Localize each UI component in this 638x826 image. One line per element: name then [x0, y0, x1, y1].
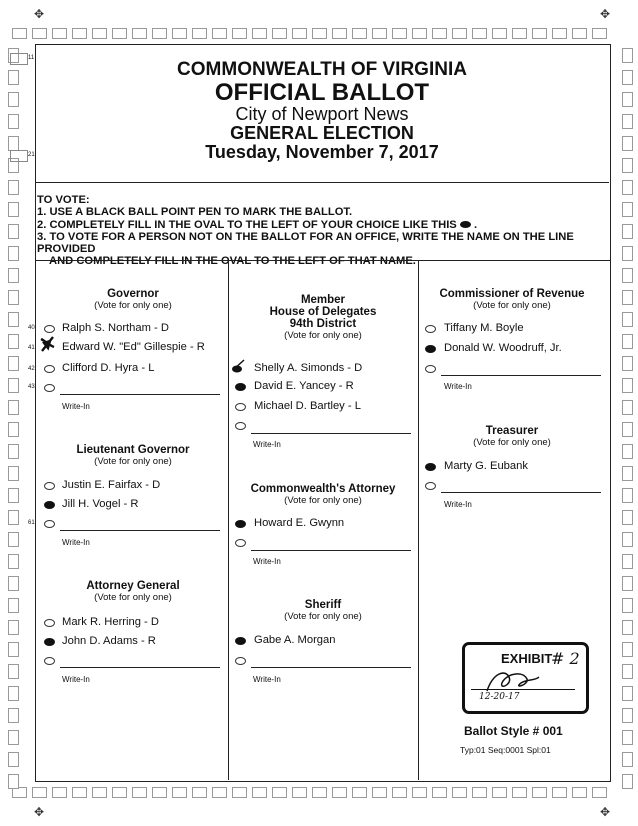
candidate-name: Mark R. Herring - D [62, 616, 159, 628]
write-in-oval[interactable] [235, 539, 246, 547]
timing-mark [8, 686, 19, 701]
instructions [37, 194, 607, 268]
timing-mark [352, 787, 367, 798]
timing-mark [92, 787, 107, 798]
timing-mark [622, 400, 633, 415]
timing-mark [8, 532, 19, 547]
timing-mark [32, 28, 47, 39]
timing-mark [622, 136, 633, 151]
ballot-sequence: Typ:01 Seq:0001 Spl:01 [460, 745, 551, 755]
timing-mark [372, 28, 387, 39]
office-attorney-general [58, 580, 208, 603]
vote-instruction: (Vote for only one) [94, 300, 172, 311]
office-commissioner-of-revenue [437, 288, 587, 311]
row-number: 43 [28, 384, 35, 390]
timing-mark [312, 28, 327, 39]
timing-mark [292, 28, 307, 39]
header-election: GENERAL ELECTION [230, 123, 414, 144]
write-in-line[interactable] [251, 550, 411, 551]
divider [35, 260, 610, 261]
vote-oval[interactable] [44, 619, 55, 627]
timing-mark [622, 92, 633, 107]
timing-mark [432, 787, 447, 798]
write-in-line[interactable] [251, 667, 411, 668]
vote-oval-filled[interactable] [425, 345, 436, 353]
timing-mark [622, 686, 633, 701]
write-in-line[interactable] [441, 492, 601, 493]
header-city: City of Newport News [235, 104, 409, 125]
timing-mark [412, 28, 427, 39]
timing-mark [172, 787, 187, 798]
timing-mark [52, 28, 67, 39]
timing-mark [552, 787, 567, 798]
timing-mark [152, 28, 167, 39]
timing-mark [172, 28, 187, 39]
timing-mark [8, 664, 19, 679]
office-title: Commonwealth's Attorney [250, 483, 396, 495]
timing-mark [622, 576, 633, 591]
handwritten-signature [483, 667, 543, 695]
timing-mark [212, 787, 227, 798]
write-in-line[interactable] [60, 667, 220, 668]
candidate-name: David E. Yancey - R [254, 380, 354, 392]
timing-mark [92, 28, 107, 39]
timing-mark [622, 598, 633, 613]
vote-instruction: (Vote for only one) [94, 592, 172, 603]
timing-mark [512, 787, 527, 798]
timing-mark [392, 28, 407, 39]
row-number: 41 [28, 345, 35, 351]
office-treasurer [437, 425, 587, 448]
row-number-box [10, 53, 28, 65]
instruction-3: 3. TO VOTE FOR A PERSON NOT ON THE BALLOT FOR AN OFFICE, WRITE THE NAME ON THE LINE PROVIDED [37, 230, 574, 256]
timing-mark [8, 268, 19, 283]
timing-mark [532, 28, 547, 39]
voter-mark [230, 358, 246, 374]
vote-oval-filled[interactable] [425, 463, 436, 471]
office-title: House of Delegates [269, 306, 377, 318]
timing-mark [622, 268, 633, 283]
write-in-label: Write-In [62, 538, 90, 547]
timing-mark [272, 787, 287, 798]
office-title: Treasurer [485, 425, 539, 437]
write-in-oval[interactable] [235, 657, 246, 665]
timing-mark [192, 787, 207, 798]
office-title: Attorney General [86, 580, 180, 592]
timing-mark [572, 787, 587, 798]
timing-mark [8, 70, 19, 85]
office-title: Lieutenant Governor [76, 444, 190, 456]
office-title: Governor [107, 288, 159, 300]
write-in-oval[interactable] [425, 482, 436, 490]
timing-mark [622, 180, 633, 195]
vote-oval-filled[interactable] [235, 637, 246, 645]
timing-mark [332, 787, 347, 798]
write-in-label: Write-In [444, 500, 472, 509]
candidate-name: Edward W. "Ed" Gillespie - R [62, 341, 205, 353]
timing-mark [72, 28, 87, 39]
timing-mark [622, 48, 633, 63]
timing-mark [452, 28, 467, 39]
timing-mark [472, 787, 487, 798]
timing-mark [532, 787, 547, 798]
timing-mark [192, 28, 207, 39]
timing-mark [622, 378, 633, 393]
registration-mark: ✥ [34, 7, 45, 21]
ballot-header [35, 44, 609, 183]
write-in-line[interactable] [251, 433, 411, 434]
timing-mark [392, 787, 407, 798]
write-in-label: Write-In [253, 675, 281, 684]
timing-mark [8, 708, 19, 723]
timing-mark [8, 554, 19, 569]
timing-mark [412, 787, 427, 798]
write-in-line[interactable] [60, 530, 220, 531]
vote-oval-filled[interactable] [44, 501, 55, 509]
write-in-label: Write-In [253, 440, 281, 449]
write-in-label: Write-In [253, 557, 281, 566]
timing-mark [8, 400, 19, 415]
vote-oval[interactable] [235, 403, 246, 411]
timing-mark [432, 28, 447, 39]
timing-mark [492, 28, 507, 39]
timing-mark [112, 787, 127, 798]
timing-mark [8, 202, 19, 217]
vote-oval[interactable] [44, 365, 55, 373]
timing-mark [8, 246, 19, 261]
write-in-label: Write-In [444, 382, 472, 391]
timing-mark [622, 642, 633, 657]
timing-mark [622, 246, 633, 261]
timing-mark [572, 28, 587, 39]
header-date: Tuesday, November 7, 2017 [205, 141, 439, 162]
timing-mark [622, 730, 633, 745]
column-divider [418, 261, 419, 780]
timing-mark [8, 576, 19, 591]
office-title: Sheriff [304, 599, 342, 611]
vote-instruction: (Vote for only one) [284, 611, 362, 622]
timing-mark [8, 774, 19, 789]
timing-mark [622, 664, 633, 679]
timing-mark [52, 787, 67, 798]
vote-instruction: (Vote for only one) [473, 437, 551, 448]
timing-mark [292, 787, 307, 798]
timing-mark [8, 312, 19, 327]
vote-oval-filled[interactable] [235, 383, 246, 391]
row-number-box [10, 150, 28, 162]
timing-mark [622, 444, 633, 459]
timing-mark [622, 488, 633, 503]
instructions-title: TO VOTE: [37, 194, 90, 206]
timing-mark [232, 28, 247, 39]
timing-mark [622, 422, 633, 437]
timing-mark [622, 114, 633, 129]
exhibit-sticker [462, 642, 589, 714]
timing-mark [312, 787, 327, 798]
exhibit-date: 12-20-17 [479, 692, 520, 702]
timing-mark [8, 334, 19, 349]
timing-mark [8, 356, 19, 371]
instruction-2: 2. COMPLETELY FILL IN THE OVAL TO THE LEFT OF YOUR CHOICE LIKE THIS . [37, 218, 478, 231]
write-in-oval[interactable] [425, 365, 436, 373]
candidate-name: Tiffany M. Boyle [444, 322, 524, 334]
exhibit-number: # 2 [551, 649, 580, 668]
timing-mark [332, 28, 347, 39]
vote-oval[interactable] [44, 325, 55, 333]
timing-mark [622, 774, 633, 789]
timing-mark [592, 787, 607, 798]
column-divider [228, 261, 229, 780]
instruction-1: 1. USE A BLACK BALL POINT PEN TO MARK THE BALLOT. [37, 206, 353, 219]
timing-mark [132, 28, 147, 39]
vote-instruction: (Vote for only one) [94, 456, 172, 467]
timing-mark [452, 787, 467, 798]
timing-mark [232, 787, 247, 798]
timing-mark [32, 787, 47, 798]
candidate-name: Marty G. Eubank [444, 460, 528, 472]
timing-mark [472, 28, 487, 39]
timing-mark [8, 752, 19, 767]
timing-mark [152, 787, 167, 798]
instruction-3-continued: AND COMPLETELY FILL IN THE OVAL TO THE LEFT OF THAT NAME. [49, 255, 416, 268]
ballot-style: Ballot Style # 001 [464, 724, 563, 738]
timing-mark [8, 642, 19, 657]
candidate-name: Clifford D. Hyra - L [62, 362, 155, 374]
office-title: Commissioner of Revenue [439, 288, 585, 300]
timing-mark [272, 28, 287, 39]
office-district: 94th District [289, 318, 357, 330]
timing-mark [252, 28, 267, 39]
voter-mark [40, 335, 56, 353]
timing-mark [212, 28, 227, 39]
timing-mark [372, 787, 387, 798]
timing-mark [132, 787, 147, 798]
row-number: 40 [28, 325, 35, 331]
timing-mark [12, 28, 27, 39]
row-number: 61 [28, 520, 35, 526]
write-in-oval[interactable] [235, 422, 246, 430]
timing-mark [622, 620, 633, 635]
office-commonwealth-attorney [248, 483, 398, 506]
timing-mark [8, 290, 19, 305]
timing-mark [8, 488, 19, 503]
vote-instruction: (Vote for only one) [473, 300, 551, 311]
timing-mark [492, 787, 507, 798]
write-in-line[interactable] [60, 394, 220, 395]
office-title: Member [300, 294, 346, 306]
timing-mark [622, 202, 633, 217]
timing-mark [112, 28, 127, 39]
timing-mark [622, 158, 633, 173]
timing-mark [622, 752, 633, 767]
timing-mark [622, 554, 633, 569]
timing-mark [552, 28, 567, 39]
timing-mark [622, 356, 633, 371]
write-in-label: Write-In [62, 675, 90, 684]
header-official: OFFICIAL BALLOT [214, 78, 430, 106]
vote-oval[interactable] [44, 482, 55, 490]
timing-mark [8, 730, 19, 745]
timing-mark [252, 787, 267, 798]
vote-oval-filled[interactable] [235, 520, 246, 528]
office-lt-governor [58, 444, 208, 467]
header-state: COMMONWEALTH OF VIRGINIA [177, 59, 467, 80]
timing-mark [8, 620, 19, 635]
timing-mark [8, 444, 19, 459]
timing-mark [72, 787, 87, 798]
signature-line [471, 689, 575, 690]
office-sheriff [248, 599, 398, 622]
timing-mark [8, 224, 19, 239]
registration-mark: ✥ [600, 805, 611, 819]
timing-mark [8, 422, 19, 437]
candidate-name: Michael D. Bartley - L [254, 400, 361, 412]
candidate-name: Ralph S. Northam - D [62, 322, 169, 334]
vote-oval[interactable] [425, 325, 436, 333]
candidate-name: Gabe A. Morgan [254, 634, 336, 646]
timing-mark [592, 28, 607, 39]
example-filled-oval [460, 221, 471, 228]
candidate-name: Shelly A. Simonds - D [254, 362, 363, 374]
vote-instruction: (Vote for only one) [284, 330, 362, 341]
timing-mark [8, 180, 19, 195]
row-number: 42 [28, 366, 35, 372]
timing-mark [622, 532, 633, 547]
office-governor [58, 288, 208, 311]
exhibit-label: EXHIBIT [501, 651, 553, 666]
write-in-oval[interactable] [44, 657, 55, 665]
row-number: 21 [28, 152, 35, 158]
timing-mark [622, 224, 633, 239]
office-house-of-delegates [248, 294, 398, 341]
candidate-name: Justin E. Fairfax - D [62, 479, 161, 491]
timing-mark [512, 28, 527, 39]
timing-mark [8, 466, 19, 481]
timing-mark [622, 334, 633, 349]
timing-mark [622, 510, 633, 525]
write-in-label: Write-In [62, 402, 90, 411]
registration-mark: ✥ [600, 7, 611, 21]
registration-mark: ✥ [34, 805, 45, 819]
timing-mark [8, 136, 19, 151]
timing-mark [352, 28, 367, 39]
row-number: 11 [28, 55, 35, 61]
write-in-oval[interactable] [44, 384, 55, 392]
timing-mark [8, 92, 19, 107]
candidate-name: John D. Adams - R [62, 635, 156, 647]
timing-mark [8, 114, 19, 129]
candidate-name: Howard E. Gwynn [254, 517, 345, 529]
candidate-name: Jill H. Vogel - R [62, 498, 139, 510]
timing-mark [8, 510, 19, 525]
timing-mark [622, 70, 633, 85]
timing-mark [622, 312, 633, 327]
timing-mark [622, 708, 633, 723]
vote-instruction: (Vote for only one) [284, 495, 362, 506]
timing-mark [622, 290, 633, 305]
vote-oval-filled[interactable] [44, 638, 55, 646]
write-in-oval[interactable] [44, 520, 55, 528]
timing-mark [8, 378, 19, 393]
write-in-line[interactable] [441, 375, 601, 376]
timing-mark [622, 466, 633, 481]
candidate-name: Donald W. Woodruff, Jr. [444, 342, 562, 354]
timing-mark [8, 598, 19, 613]
